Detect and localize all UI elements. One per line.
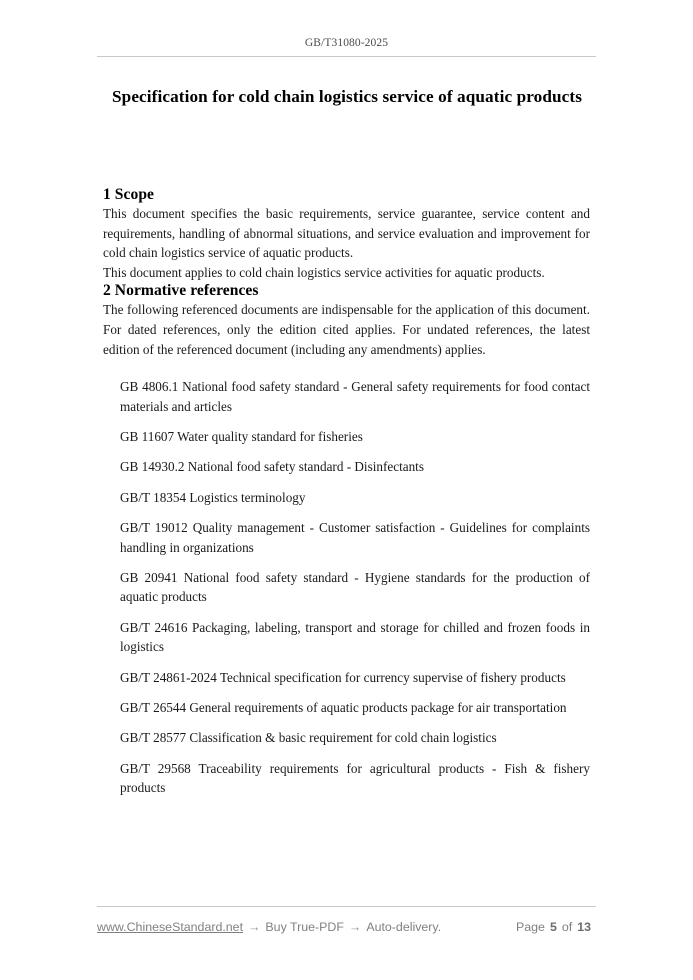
list-item: GB/T 18354 Logistics terminology [120,489,306,505]
list-item: GB 11607 Water quality standard for fisheries [120,428,363,444]
page-of-label: of [561,920,573,934]
section-heading-normative-references: 2 Normative references [103,282,259,300]
normative-references-intro: The following referenced documents are indispensable for the application of this document. For dated references, only the edition cited applies. For undated references, the latest edition of the referenced document (including any amendments) applies. [103,302,590,357]
list-item: GB/T 19012 Quality management - Customer satisfaction - Guidelines for complaints handling in organizations [120,520,590,555]
arrow-right-icon-2: → [348,920,362,934]
list-item: GB/T 28577 Classification & basic requirement for cold chain logistics [120,730,497,746]
standard-code-header: GB/T31080-2025 [304,37,389,49]
page-indicator [516,920,591,934]
page-number: 5 [549,920,557,934]
list-item: GB 14930.2 National food safety standard - Disinfectants [120,459,424,475]
normative-references-list [120,377,590,798]
section-heading-scope: 1 Scope [103,186,155,203]
list-item: GB 4806.1 National food safety standard - General safety requirements for food contact materials and articles [120,379,590,414]
list-item: GB/T 29568 Traceability requirements for agricultural products - Fish & fishery products [120,760,590,796]
footer-promo-delivery-text: Auto-delivery. [366,920,442,934]
page-total: 13 [577,920,591,934]
page-title: Specification for cold chain logistics service of aquatic products [112,87,582,106]
footer-divider [97,906,596,907]
list-item: GB/T 24616 Packaging, labeling, transport and storage for chilled and frozen foods in logistics [120,619,590,655]
list-item: GB 20941 National food safety standard - Hygiene standards for the production of aquatic products [120,570,590,605]
page-header [97,33,596,51]
document-body [103,186,590,798]
website-link[interactable]: www.ChineseStandard.net [97,920,244,934]
list-item: GB/T 26544 General requirements of aquatic products package for air transportation [120,700,567,716]
scope-paragraph-1: This document specifies the basic requirements, service guarantee, service content and requirements, handling of abnormal situations, and service evaluation and improvement for cold chain logistics service of aquatic products. [103,206,590,261]
page-footer [97,916,596,938]
footer-promo [97,920,441,934]
arrow-right-icon: → [248,920,261,934]
footer-promo-buy-text: Buy True-PDF [265,920,344,934]
page-label: Page [516,920,545,934]
header-divider [97,56,596,57]
list-item: GB/T 24861-2024 Technical specification for currency supervise of fishery products [120,669,566,685]
scope-paragraph-2: This document applies to cold chain logistics service activities for aquatic products. [103,264,545,280]
